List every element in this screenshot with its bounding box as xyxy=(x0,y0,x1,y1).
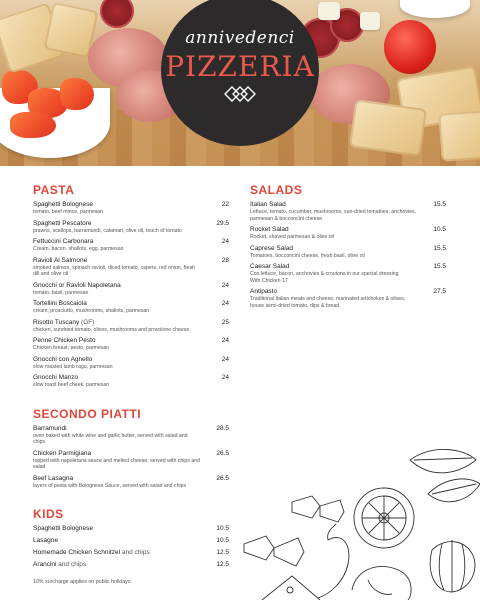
section-title-kids: KIDS xyxy=(33,507,64,521)
menu-item-name-text: Antipasto xyxy=(250,288,278,295)
pasta-list xyxy=(33,201,229,389)
menu-item-name-text: Spaghetti Bolognese xyxy=(33,201,93,208)
menu-item-description: topped with napoletana sauce and melted cheese, served with chips and salad xyxy=(33,457,200,470)
menu-item-name xyxy=(33,220,201,228)
menu-item-name-text: Rocket Salad xyxy=(250,226,289,233)
pizza-slice-sketch-icon xyxy=(262,576,320,600)
menu-item-price: 12.5 xyxy=(216,561,229,568)
basil-leaf-sketch-icon xyxy=(410,449,480,501)
menu-item-price: 24 xyxy=(221,374,229,381)
menu-item-name xyxy=(250,263,418,271)
menu-item-price: 10.5 xyxy=(216,525,229,532)
menu-item xyxy=(33,561,229,569)
menu-item-name-text: Fettuccini Carbonara xyxy=(33,238,94,245)
bowl xyxy=(400,0,470,18)
menu-item-name-text: Spaghetti Pescatore xyxy=(33,219,92,227)
menu-item-price: 10.5 xyxy=(216,537,229,544)
menu-item-description: tomato, beef mince, parmesan xyxy=(33,209,104,215)
diamond-ornament-icon xyxy=(223,86,257,102)
menu-item-name xyxy=(33,319,201,327)
menu-item xyxy=(33,549,229,557)
tomato-slice-sketch-icon xyxy=(354,488,414,548)
menu-item-name-text: Tortellini Boscaiola xyxy=(33,300,87,307)
menu-item-description: Cream, bacon, shallots, egg, parmesan xyxy=(33,246,124,252)
menu-item xyxy=(33,475,229,490)
section-title-secondo: SECONDO PIATTI xyxy=(33,406,142,421)
menu-item-description: Cos lettuce, bacon, anchovies & croutons in our special dressing xyxy=(250,271,399,277)
menu-item-name-text: Gnocchi Manzo xyxy=(33,374,79,381)
menu-item-description: slow roasted lamb ragu, parmesan xyxy=(33,363,113,370)
menu-item-name-text: Gnocchi con Agnello xyxy=(33,355,93,363)
menu-item-description: slow roast beef cheek, parmesan xyxy=(33,382,110,388)
chili-sketch-icon xyxy=(318,537,349,598)
menu-item-description: layers of pasta with Bolognese Sauce, served with salad and chips xyxy=(33,482,187,489)
menu-item-name-text: Caesar Salad xyxy=(250,263,290,270)
menu-item xyxy=(33,356,229,371)
menu-item xyxy=(33,257,229,278)
salami-slice xyxy=(100,0,134,28)
menu-item-name xyxy=(33,356,201,364)
logo-pizzeria-text: PIZZERIA xyxy=(165,50,315,83)
menu-item-price: 25 xyxy=(221,318,229,326)
menu-item-name xyxy=(33,450,201,458)
menu-item xyxy=(33,282,229,297)
menu-item-name-text: Ravioli Al Salmone xyxy=(33,256,88,264)
menu-item-description: Lettuce, tomato, cucumber, mushrooms, sun-dried tomatoes, anchovies, parmesan & bocconcini cheese xyxy=(250,209,417,222)
menu-item xyxy=(33,525,229,533)
left-menu-column xyxy=(33,183,229,586)
menu-item-name-text: Penne Chicken Pesto xyxy=(33,337,96,344)
menu-item xyxy=(250,201,446,222)
menu-item-description: chicken, sundried tomato, olives, mushrooms and provolone cheese xyxy=(33,326,190,333)
menu-item-price: 15.5 xyxy=(433,263,446,270)
roasted-pepper xyxy=(10,112,56,138)
menu-item-name xyxy=(33,561,201,569)
menu-item-name xyxy=(33,257,201,265)
menu-item-name-text: Gnocchi or Ravioli Napoletana xyxy=(33,281,121,289)
menu-item-name-text: Homemade Chicken Schnitzel xyxy=(33,549,121,556)
menu-item-name-text: Barramundi xyxy=(33,424,67,432)
menu-item-name-text: Arancini xyxy=(33,561,57,568)
menu-item-price: 29.5 xyxy=(216,219,229,227)
menu-item xyxy=(33,425,229,446)
menu-item xyxy=(33,319,229,334)
menu-item xyxy=(33,201,229,216)
menu-item-description: Rocket, shaved parmesan & olive oil xyxy=(250,234,334,240)
menu-item-price: 26.5 xyxy=(216,449,229,457)
menu-item-addon: With Chicken 17 xyxy=(250,277,288,284)
menu-item-description: Tomatoes, bocconcini cheese, fresh basil, olive oil xyxy=(250,252,365,259)
menu-item xyxy=(33,337,229,352)
menu-item xyxy=(250,263,446,284)
menu-item-name-text: Italian Salad xyxy=(250,201,286,208)
right-menu-column xyxy=(250,183,446,313)
menu-item-name xyxy=(33,374,201,382)
menu-item-name xyxy=(33,337,201,345)
menu-item xyxy=(33,220,229,235)
menu-item-price: 15.5 xyxy=(433,201,446,208)
menu-item-name xyxy=(250,201,418,209)
menu-item xyxy=(250,245,446,260)
menu-item-name-text: Lasagne xyxy=(33,537,58,544)
pizzeria-logo xyxy=(161,0,319,146)
food-sketch-illustration xyxy=(232,440,480,600)
menu-item-description: smoked salmon, spinach ravioli, diced tomato, capers, red onion, fresh dill and olive oil xyxy=(33,264,196,277)
menu-item-description: prawns, scallops, barramundi, calamari, olive oil, touch of tomato xyxy=(33,227,182,234)
menu-item-name xyxy=(33,300,201,308)
mushroom-sketch-icon xyxy=(352,566,411,600)
menu-item xyxy=(33,450,229,471)
section-title-salads: SALADS xyxy=(250,183,303,197)
roasted-pepper xyxy=(60,78,94,110)
menu-item-name xyxy=(250,245,418,253)
menu-item-description: Chicken breast, pesto, parmesan xyxy=(33,345,110,351)
menu-item-description: tomato, basil, parmesan xyxy=(33,289,89,296)
menu-item-price: 15.5 xyxy=(433,244,446,252)
menu-item-suffix: and chips xyxy=(120,549,150,556)
menu-item-name xyxy=(33,525,201,533)
menu-item-price: 24 xyxy=(221,238,229,245)
menu-item-price: 28 xyxy=(221,256,229,264)
menu-item-description: cream, prosciutto, mushrooms, shallots, parmesan xyxy=(33,308,150,314)
menu-item-name-text: Beef Lasagna xyxy=(33,474,74,482)
bread-slice xyxy=(349,99,427,157)
menu-item-name-text: Spaghetti Bolognese xyxy=(33,525,93,532)
tomato xyxy=(384,20,436,74)
menu-item xyxy=(250,226,446,241)
menu-item-name-text: Risotto Tuscany xyxy=(33,318,80,326)
menu-item-name xyxy=(33,425,201,433)
menu-item-name xyxy=(33,238,201,246)
cheese-cube xyxy=(318,2,340,20)
menu-item-price: 28.5 xyxy=(216,424,229,432)
cheese-cube xyxy=(360,12,380,30)
menu-item-description: oven baked with white wine and garlic butter, served with salad and chips xyxy=(33,432,188,445)
menu-item-price: 10.5 xyxy=(433,226,446,233)
menu-item-name xyxy=(33,201,201,209)
surcharge-note: 10% surcharge applies on public holidays xyxy=(33,579,131,585)
menu-item-price: 22 xyxy=(221,201,229,208)
menu-item xyxy=(33,238,229,253)
menu-item xyxy=(33,300,229,315)
menu-item-name-text: Chicken Parmigiana xyxy=(33,449,92,457)
menu-item-name xyxy=(33,537,201,545)
garlic-sketch-icon xyxy=(430,540,475,592)
section-title-pasta: PASTA xyxy=(33,183,75,197)
secondo-list xyxy=(33,425,229,490)
menu-item-name xyxy=(250,288,418,296)
menu-item-price: 27.5 xyxy=(433,288,446,295)
kids-list xyxy=(33,525,229,569)
menu-item-name xyxy=(33,549,201,557)
menu-item-price: 24 xyxy=(221,281,229,289)
menu-item-name xyxy=(33,282,201,290)
menu-item-price: 24 xyxy=(221,355,229,363)
menu-item-suffix: and chips xyxy=(56,561,87,568)
menu-item xyxy=(250,288,446,309)
menu-item-name xyxy=(250,226,418,234)
menu-item xyxy=(33,374,229,389)
logo-script-text: annivedenci xyxy=(185,28,295,48)
menu-item-suffix: (GF) xyxy=(79,318,95,326)
salads-list xyxy=(250,201,446,309)
bread-slice xyxy=(438,110,480,161)
menu-item-name-text: Caprese Salad xyxy=(250,244,293,252)
menu-item-description: Traditional Italian meats and cheese, marinated artichokes & olives, house semi-dried tomato, dips & bread xyxy=(250,296,406,309)
menu-item-name xyxy=(33,475,201,483)
menu-item-price: 24 xyxy=(221,300,229,307)
menu-item-price: 26.5 xyxy=(216,474,229,482)
menu-item xyxy=(33,537,229,545)
menu-item-price: 24 xyxy=(221,337,229,344)
menu-item-price: 12.5 xyxy=(216,549,229,556)
